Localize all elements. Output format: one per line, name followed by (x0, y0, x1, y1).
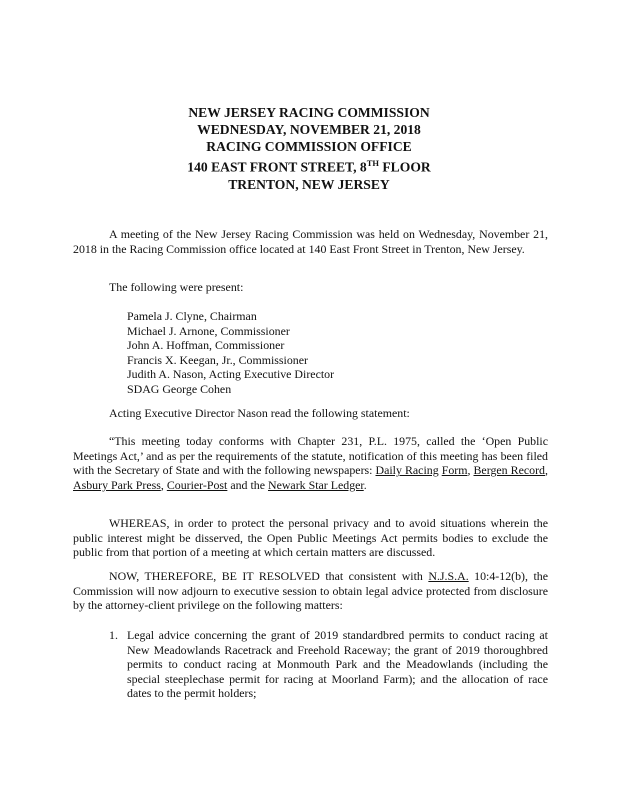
document-header (0, 104, 618, 193)
statement-paragraph: “This meeting today conforms with Chapter 231, P.L. 1975, called the ‘Open Public Meetings Act,’ and as per the requirements of the statute, notification of this meeting has been filed with the Secretary of State and with the following newspapers: Daily Racing Form, Bergen Record, Asbury Park Press, Courier-Post and the Newark Star Ledger. (73, 434, 548, 492)
newspaper-daily-racing-form-part1: Daily Racing (375, 463, 439, 478)
newspaper-asbury-park-press: Asbury Park Press (73, 477, 161, 492)
attendee-list (127, 309, 334, 397)
attendee-item: John A. Hoffman, Commissioner (127, 338, 285, 353)
header-ordinal-suffix: TH (366, 158, 379, 168)
intro-paragraph: A meeting of the New Jersey Racing Commission was held on Wednesday, November 21, 2018 in the Racing Commission office located at 140 East Front Street in Trenton, New Jersey. (73, 227, 548, 256)
header-office: RACING COMMISSION OFFICE (206, 139, 412, 154)
header-address: 140 EAST FRONT STREET, 8TH FLOOR (187, 158, 431, 175)
resolved-paragraph: NOW, THEREFORE, BE IT RESOLVED that consistent with N.J.S.A. 10:4-12(b), the Commission will now adjourn to executive session to obtain legal advice protected from disclosure by the attorney-client privilege on the following matters: (73, 569, 548, 613)
header-commission-name: NEW JERSEY RACING COMMISSION (188, 105, 430, 120)
attendee-item: Pamela J. Clyne, Chairman (127, 309, 257, 323)
attendee-item: Francis X. Keegan, Jr., Commissioner (127, 352, 308, 367)
statement-intro: Acting Executive Director Nason read the following statement: (109, 406, 410, 420)
attendee-item: Judith A. Nason, Acting Executive Director (127, 367, 335, 382)
attendee-item: SDAG George Cohen (127, 381, 232, 396)
list-item-text: Legal advice concerning the grant of 2019 standardbred permits to conduct racing at New Meadowlands Racetrack and Freehold Raceway; the grant of 2019 thoroughbred permits to conduct racing at Monmouth Park and the Meadowlands (including the special steeplechase permit for racing at Moorland Farm); and the allocation of race dates to the permit holders; (127, 628, 548, 701)
newspaper-newark-star-ledger: Newark Star Ledger (267, 477, 364, 492)
statute-reference: N.J.S.A. (428, 569, 469, 583)
newspaper-bergen-record: Bergen Record (473, 463, 546, 478)
header-city: TRENTON, NEW JERSEY (228, 176, 390, 192)
newspaper-courier-post: Courier-Post (166, 477, 228, 492)
newspaper-daily-racing-form-part2: Form (441, 463, 468, 478)
present-heading: The following were present: (109, 280, 244, 294)
attendee-item: Michael J. Arnone, Commissioner (127, 323, 290, 338)
header-meeting-date: WEDNESDAY, NOVEMBER 21, 2018 (197, 122, 421, 137)
whereas-paragraph: WHEREAS, in order to protect the personal privacy and to avoid situations wherein the public interest might be disserved, the Open Public Meetings Act permits bodies to exclude the public from that portion of a meeting at which certain matters are discussed. (73, 516, 548, 560)
list-item-number: 1. (109, 628, 118, 642)
